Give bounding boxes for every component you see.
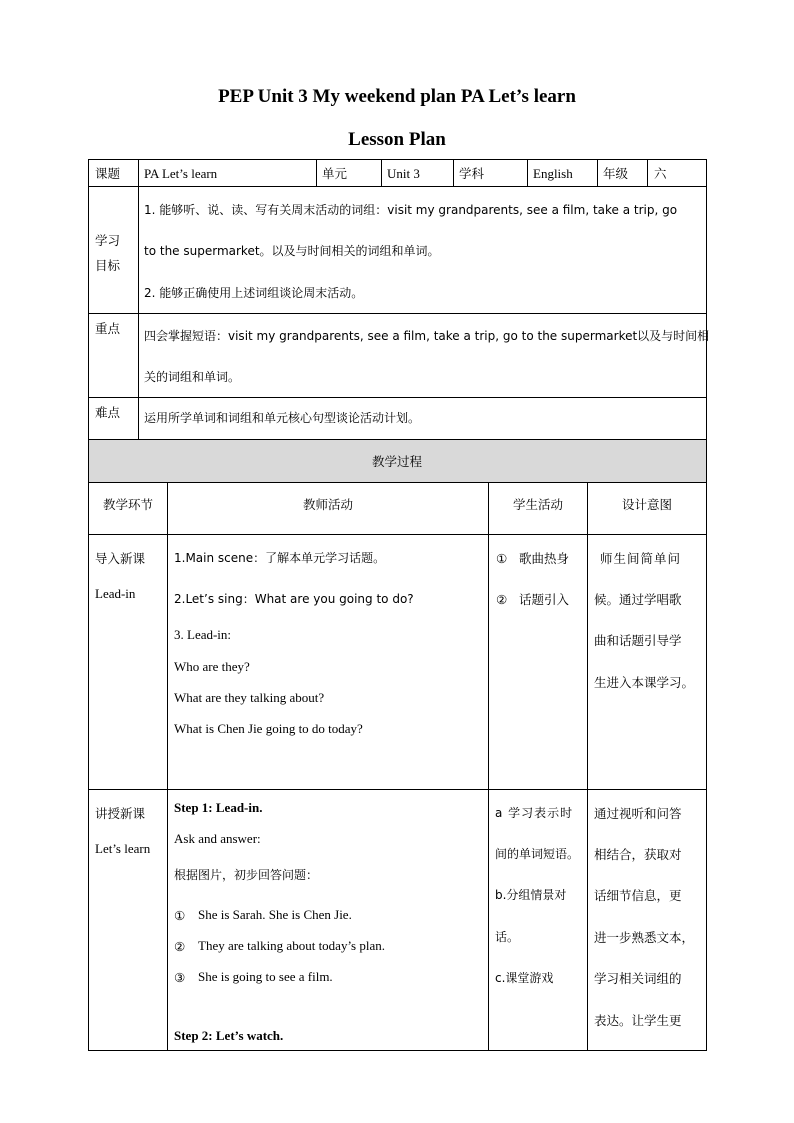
teacher-activity-line: 3. Lead-in: [174,627,232,642]
design-intent-line: 相结合，获取对 [594,847,682,862]
stage-cn: 导入新课 [95,551,146,566]
student-activity-text: 歌曲热身 [519,551,570,566]
difficulties-line: 运用所学单词和词组和单元核心句型谈论活动计划。 [144,411,421,425]
col-divider [381,159,382,187]
stage-en: Let’s learn [95,841,151,856]
design-intent-line: 表达。让学生更 [594,1013,682,1028]
topic-label: 课题 [95,166,121,181]
answer-number: ② [174,939,186,954]
col-divider [647,159,648,187]
design-intent-line: 学习相关词组的 [594,971,682,986]
student-activity-line: 间的单词短语。 [495,847,580,861]
teacher-activity-line: 2.Let’s sing：What are you going to do? [174,592,414,606]
student-activity-text: 话题引入 [519,592,570,607]
row-divider [88,482,707,483]
objective-line: to the supermarket。以及与时间相关的词组和单词。 [144,244,440,258]
col-divider [167,482,168,1051]
table-border-left [88,159,89,1051]
design-intent-line: 师生间简单问 [600,551,682,566]
student-activity-line: b.分组情景对 [495,888,567,902]
answer-text: She is Sarah. She is Chen Jie. [198,907,352,922]
unit-value: Unit 3 [387,166,420,181]
col-divider [488,482,489,1051]
row-divider [88,534,707,535]
grade-label: 年级 [603,166,629,181]
difficulties-label: 难点 [95,405,121,420]
answer-number: ③ [174,970,186,985]
teacher-activity-line: Ask and answer: [174,831,261,846]
row-divider [88,186,707,187]
student-activity-line: c.课堂游戏 [495,971,554,985]
design-intent-line: 通过视听和问答 [594,806,682,821]
student-activity-number: ① [496,551,508,566]
row-divider [88,789,707,790]
grade-value: 六 [654,166,667,181]
student-activity-number: ② [496,592,508,607]
col-divider [587,482,588,1051]
teacher-activity-line: What is Chen Jie going to do today? [174,721,363,736]
objectives-label: 目标 [95,258,121,273]
col-header-design: 设计意图 [621,497,672,512]
document-title: PEP Unit 3 My weekend plan PA Let’s learn [218,86,576,107]
col-divider [316,159,317,187]
table-border-right [706,159,707,1051]
row-divider [88,313,707,314]
objective-line: 2. 能够正确使用上述词组谈论周末活动。 [144,286,364,300]
key-points-line: 关的词组和单词。 [144,370,241,384]
design-intent-line: 进一步熟悉文本， [594,930,695,945]
answer-number: ① [174,908,186,923]
teacher-activity-line: 1.Main scene：了解本单元学习话题。 [174,551,386,565]
student-activity-line: a 学习表示时 [495,806,574,820]
key-points-label: 重点 [95,321,121,336]
design-intent-line: 生进入本课学习。 [594,675,695,690]
col-header-teacher: 教师活动 [302,497,353,512]
topic-value: PA Let’s learn [144,166,218,181]
subject-label: 学科 [459,166,485,181]
col-header-stage: 教学环节 [102,497,153,512]
key-points-line: 四会掌握短语：visit my grandparents, see a film, take a trip, go to the supermarket以及与时间相 [144,329,710,343]
teacher-activity-line: Who are they? [174,659,250,674]
col-divider [597,159,598,187]
process-header: 教学过程 [371,454,422,469]
stage-en: Lead-in [95,586,136,601]
teacher-activity-line: What are they talking about? [174,690,325,705]
document-subtitle: Lesson Plan [348,129,446,150]
design-intent-line: 候。通过学唱歌 [594,592,682,607]
row-divider [88,397,707,398]
step-heading: Step 1: Lead-in. [174,800,263,815]
col-divider [138,159,139,187]
design-intent-line: 曲和话题引导学 [594,633,682,648]
subject-value: English [533,166,573,181]
unit-label: 单元 [322,166,348,181]
col-header-student: 学生活动 [512,497,563,512]
table-border-bottom [88,1050,707,1051]
objective-line: 1. 能够听、说、读、写有关周末活动的词组：visit my grandparents, see a film, take a trip, go [144,203,678,217]
col-divider [453,159,454,187]
answer-text: She is going to see a film. [198,969,333,984]
answer-text: They are talking about today’s plan. [198,938,386,953]
teacher-activity-line: 根据图片，初步回答问题： [174,868,319,882]
objectives-label: 学习 [95,233,121,248]
step-heading: Step 2: Let’s watch. [174,1028,284,1043]
design-intent-line: 话细节信息，更 [594,888,682,903]
stage-cn: 讲授新课 [95,806,146,821]
col-divider [527,159,528,187]
col-divider [138,186,139,440]
table-border-top [88,159,707,160]
student-activity-line: 话。 [495,930,520,944]
